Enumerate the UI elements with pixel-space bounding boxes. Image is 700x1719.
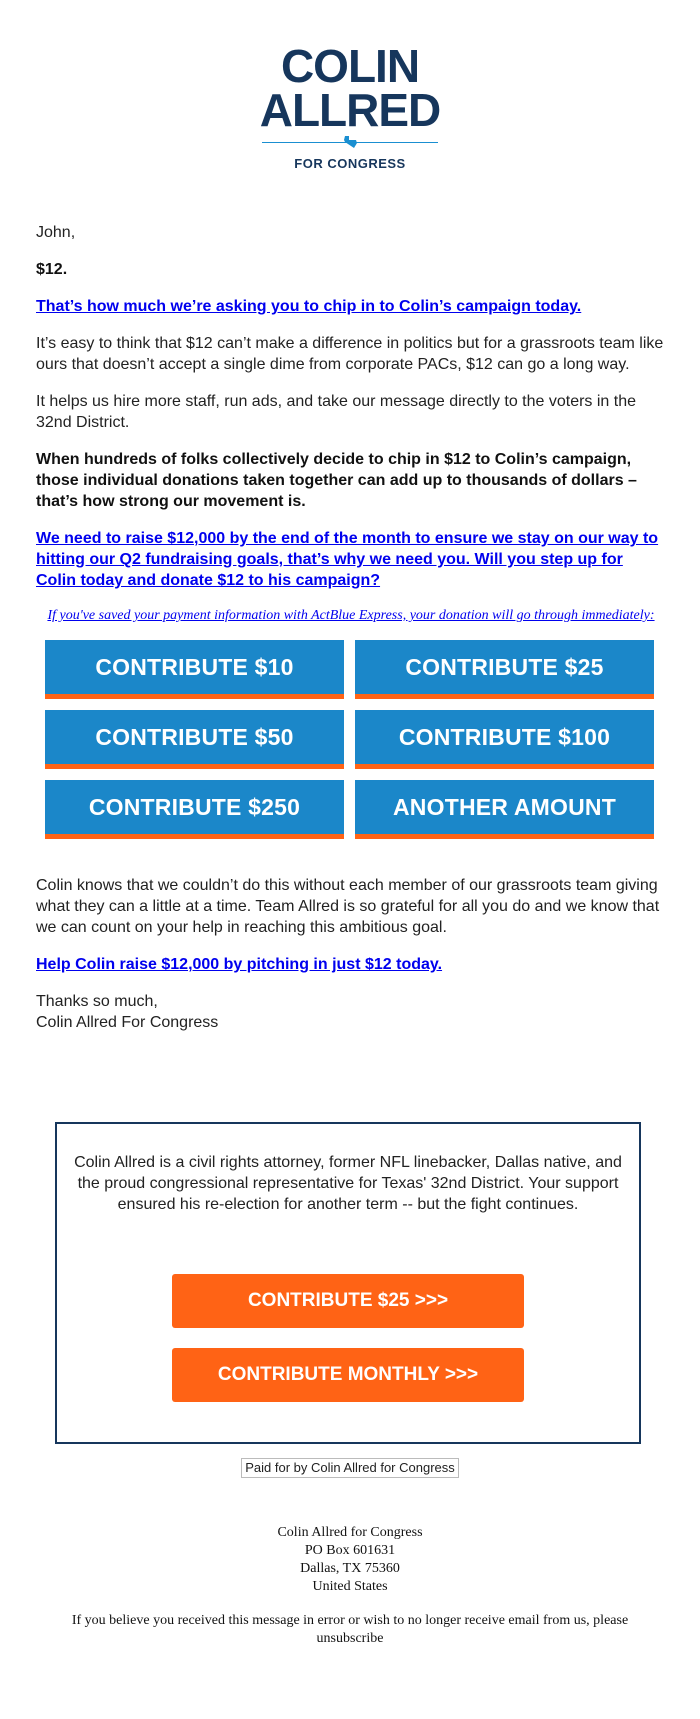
footer	[0, 1524, 700, 1648]
amount-heading: $12.	[36, 261, 68, 278]
paragraph-grassroots: It’s easy to think that $12 can’t make a difference in politics but for a grassroots team like ours that doesn’t accept a single dime from corporate PACs, $12 can go a long way.	[36, 335, 664, 373]
contribute-250-button[interactable]: CONTRIBUTE $250	[45, 780, 344, 839]
contribute-25-button[interactable]: CONTRIBUTE $25	[355, 640, 654, 699]
another-amount-button[interactable]: ANOTHER AMOUNT	[355, 780, 654, 839]
paragraph-movement: When hundreds of folks collectively decide to chip in $12 to Colin’s campaign, those individual donations taken together can add up to thousands of dollars – that’s how strong our movement is.	[36, 451, 637, 510]
address-line-2: PO Box 601631	[304, 1543, 396, 1558]
address-line-4: United States	[312, 1579, 388, 1594]
contribute-10-button[interactable]: CONTRIBUTE $10	[45, 640, 344, 699]
logo-line-2: ALLRED	[259, 84, 441, 136]
intro-donate-link[interactable]: That’s how much we’re asking you to chip in to Colin’s campaign today.	[36, 298, 582, 315]
address-line-3: Dallas, TX 75360	[300, 1561, 400, 1576]
paid-for-text: Paid for by Colin Allred for Congress	[241, 1458, 459, 1478]
actblue-express-link[interactable]: If you've saved your payment information with ActBlue Express, your donation will go through immediately:	[47, 608, 655, 623]
contribute-50-button[interactable]: CONTRIBUTE $50	[45, 710, 344, 769]
unsubscribe-note[interactable]: If you believe you received this message in error or wish to no longer receive email from us, please unsubscribe	[71, 1613, 629, 1646]
logo-tagline: FOR CONGRESS	[294, 156, 406, 171]
address-line-1: Colin Allred for Congress	[277, 1525, 423, 1540]
campaign-logo	[0, 40, 700, 171]
bio-box	[55, 1122, 641, 1444]
bio-text: Colin Allred is a civil rights attorney, former NFL linebacker, Dallas native, and the proud congressional representative for Texas' 32nd District. Your support ensured his re-election for another term -- but the fight continues.	[74, 1154, 622, 1213]
logo-divider	[262, 136, 438, 150]
contribute-monthly-button[interactable]: CONTRIBUTE MONTHLY >>>	[172, 1348, 524, 1402]
email-body	[36, 222, 666, 1033]
texas-star-icon	[342, 134, 358, 150]
greeting: John,	[36, 224, 76, 241]
closing-donate-link[interactable]: Help Colin raise $12,000 by pitching in just $12 today.	[36, 956, 443, 973]
logo-line-1: COLIN	[280, 40, 420, 92]
signoff	[36, 991, 666, 1033]
contribute-100-button[interactable]: CONTRIBUTE $100	[355, 710, 654, 769]
paragraph-staff: It helps us hire more staff, run ads, and take our message directly to the voters in the 32nd District.	[36, 393, 637, 431]
paid-for-disclaimer	[0, 1458, 700, 1478]
signoff-line-1: Thanks so much,	[36, 993, 158, 1010]
contribution-buttons	[45, 640, 666, 839]
contribute-25-orange-button[interactable]: CONTRIBUTE $25 >>>	[172, 1274, 524, 1328]
signoff-line-2: Colin Allred For Congress	[36, 1014, 219, 1031]
paragraph-team: Colin knows that we couldn’t do this without each member of our grassroots team giving what they can a little at a time. Team Allred is so grateful for all you do and we know that we can count on your help in reaching this ambitious goal.	[36, 877, 660, 936]
mailing-address	[0, 1524, 700, 1596]
raise-goal-link[interactable]: We need to raise $12,000 by the end of the month to ensure we stay on our way to hitting our Q2 fundraising goals, that’s why we need you. Will you step up for Colin today and donate $12 to his campaign?	[36, 530, 659, 589]
